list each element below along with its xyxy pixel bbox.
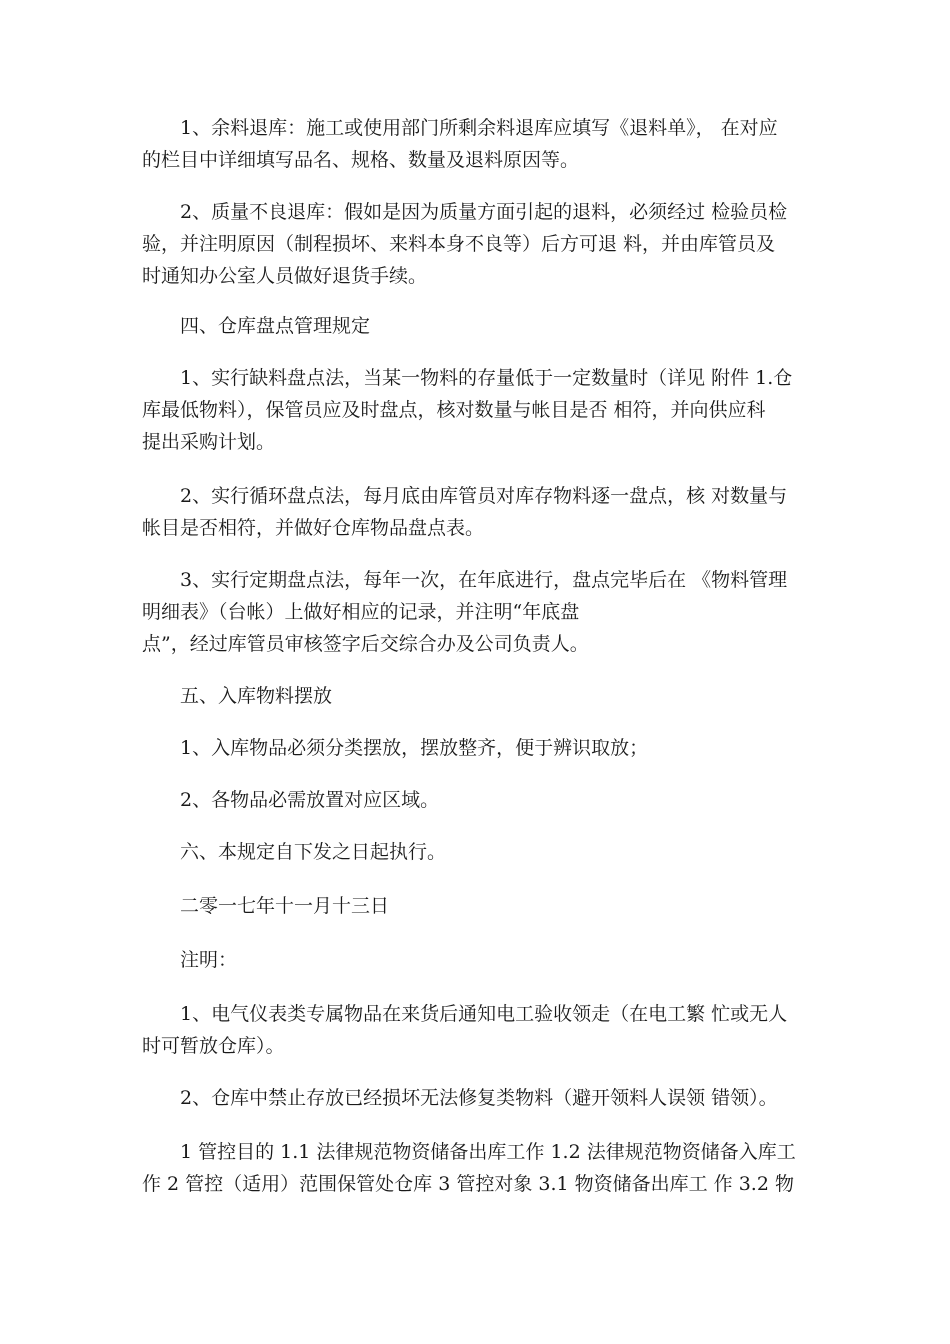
paragraph-return-defective bbox=[142, 196, 832, 292]
text-line: 四、仓库盘点管理规定 bbox=[180, 315, 371, 337]
notes-heading bbox=[142, 944, 832, 976]
paragraph-stocktake-periodic bbox=[142, 564, 832, 660]
paragraph-placement-areas bbox=[142, 784, 832, 816]
text-line: 五、入库物料摆放 bbox=[180, 685, 333, 707]
paragraph-stocktake-cyclic bbox=[142, 480, 832, 544]
text-line: 的栏目中详细填写品名、规格、数量及退料原因等。 bbox=[142, 149, 580, 171]
text-line: 1、实行缺料盘点法，当某一物料的存量低于一定数量时（详见 附件 1.仓 bbox=[180, 367, 793, 389]
text-line: 1、电气仪表类专属物品在来货后通知电工验收领走（在电工繁 忙或无人 bbox=[180, 1003, 788, 1025]
text-line: 3、实行定期盘点法，每年一次，在年底进行，盘点完毕后在 《物料管理 bbox=[180, 569, 788, 591]
text-line: 验，并注明原因（制程损坏、来料本身不良等）后方可退 料，并由库管员及 bbox=[142, 233, 776, 255]
text-line: 二零一七年十一月十三日 bbox=[180, 895, 390, 917]
date-line bbox=[142, 890, 832, 922]
text-line: 六、本规定自下发之日起执行。 bbox=[180, 841, 447, 863]
text-line: 库最低物料），保管员应及时盘点，核对数量与帐目是否 相符，并向供应科 bbox=[142, 399, 766, 421]
paragraph-placement-sorting bbox=[142, 732, 832, 764]
text-line: 1、余料退库：施工或使用部门所剩余料退库应填写《退料单》， 在对应 bbox=[180, 117, 778, 139]
text-line: 2、仓库中禁止存放已经损坏无法修复类物料（避开领料人误领 错领）。 bbox=[180, 1087, 778, 1109]
section-heading-placement bbox=[142, 680, 832, 712]
text-line: 2、各物品必需放置对应区域。 bbox=[180, 789, 440, 811]
document-body bbox=[142, 112, 832, 1200]
text-line: 1、入库物品必须分类摆放，摆放整齐，便于辨识取放； bbox=[180, 737, 649, 759]
text-line: 2、质量不良退库：假如是因为质量方面引起的退料，必须经过 检验员检 bbox=[180, 201, 788, 223]
text-line: 时通知办公室人员做好退货手续。 bbox=[142, 265, 428, 287]
paragraph-return-surplus bbox=[142, 112, 832, 176]
text-line: 时可暂放仓库）。 bbox=[142, 1035, 285, 1057]
text-line: 2、实行循环盘点法，每月底由库管员对库存物料逐一盘点，核 对数量与 bbox=[180, 485, 788, 507]
text-line: 帐目是否相符，并做好仓库物品盘点表。 bbox=[142, 517, 485, 539]
paragraph-stocktake-shortage bbox=[142, 362, 832, 458]
text-line: 提出采购计划。 bbox=[142, 431, 276, 453]
section-heading-stocktake bbox=[142, 310, 832, 342]
paragraph-note-damaged bbox=[142, 1082, 832, 1114]
text-line: 注明： bbox=[180, 949, 238, 971]
paragraph-control-purpose bbox=[142, 1136, 832, 1200]
text-line: 点”，经过库管员审核签字后交综合办及公司负责人。 bbox=[142, 633, 589, 655]
section-heading-effective bbox=[142, 836, 832, 868]
text-line: 明细表》（台帐）上做好相应的记录，并注明“年底盘 bbox=[142, 601, 580, 623]
text-line: 作 2 管控（适用）范围保管处仓库 3 管控对象 3.1 物资储备出库工 作 3.2 物 bbox=[142, 1173, 794, 1195]
text-line: 1 管控目的 1.1 法律规范物资储备出库工作 1.2 法律规范物资储备入库工 bbox=[180, 1141, 796, 1163]
paragraph-note-electrical bbox=[142, 998, 832, 1062]
